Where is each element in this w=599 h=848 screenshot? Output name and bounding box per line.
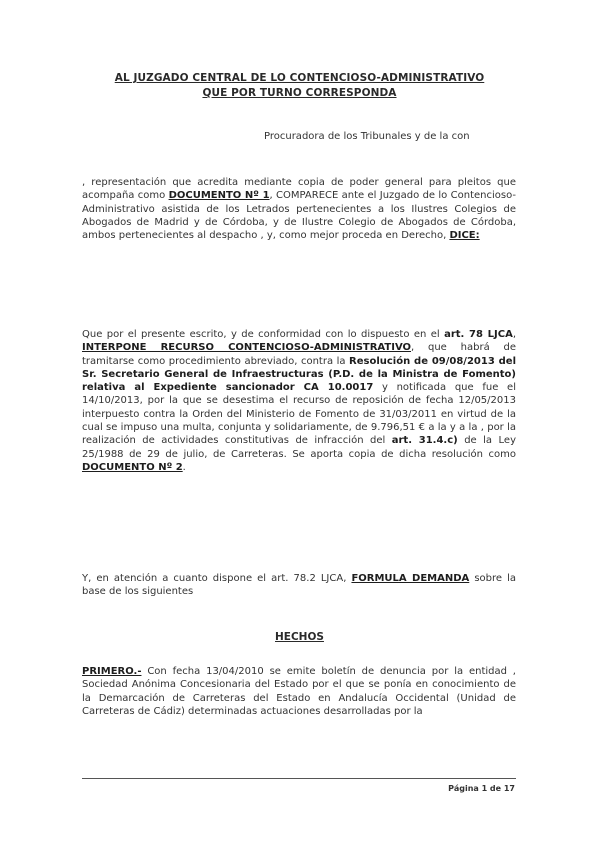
- primero-label: PRIMERO.-: [82, 666, 142, 677]
- resolucion-reference: Resolución de 09/08/2013 del Sr. Secretario General de Infraestructuras (P.D. de la Ministra de Fomento) relativa al Expediente sancionador CA 10.0017: [82, 355, 516, 394]
- paragraph-text: , que habrá de tramitarse como procedimiento abreviado, contra la: [82, 342, 516, 367]
- paragraph-text: Que por el presente escrito, y de conformidad con lo dispuesto en el: [82, 329, 445, 340]
- paragraph-text: .: [182, 461, 186, 473]
- formula-demanda: FORMULA DEMANDA: [351, 573, 470, 584]
- paragraph-formula-demanda: [82, 572, 516, 599]
- heading-line-2: QUE POR TURNO CORRESPONDA: [202, 87, 397, 99]
- paragraph-primero: [82, 665, 516, 718]
- paragraph-text: Y, en atención a cuanto dispone el art. 78.2 LJCA,: [82, 573, 352, 584]
- paragraph-text: , representación que acredita mediante copia de poder general para pleitos que acompaña como: [82, 177, 516, 202]
- paragraph-text: de la Ley 25/1988 de 29 de julio, de Carreteras. Se aporta copia de dicha resolución como: [82, 435, 516, 460]
- intro-paragraph: Procuradora de los Tribunales y de la con: [264, 131, 470, 142]
- interpone-recurso: INTERPONE RECURSO CONTENCIOSO-ADMINISTRATIVO: [82, 342, 412, 354]
- art-31-reference: art. 31.4.c): [391, 435, 458, 447]
- paragraph-interpone: [82, 328, 516, 474]
- paragraph-comparece: [82, 176, 516, 242]
- page-number: Página 1 de 17: [448, 784, 515, 793]
- hechos-heading: HECHOS: [275, 631, 324, 643]
- dice-label: DICE:: [449, 230, 480, 242]
- paragraph-text: , COMPARECE ante el Juzgado de lo Contencioso-Administrativo asistida de los Letrados pertenecientes a los Ilustres Colegios de Abogados de Madrid y de Córdoba, y de Ilustre Colegio de Abogados de Córdoba, ambos pertenecientes al despacho , y, como mejor proceda en Derecho,: [82, 190, 516, 242]
- paragraph-text: y notificada que fue el 14/10/2013, por la que se desestima el recurso de reposición de fecha 12/05/2013 interpuesto contra la Orden del Ministerio de Fomento de 31/03/2011 en virtud de la cual se impuso una multa, conjunta y solidariamente, de 9.796,51 € a la y a la , por la realización de actividades constitutivas de infracción del: [82, 382, 516, 447]
- footer-divider: [82, 778, 516, 779]
- art-78-reference: art. 78 LJCA: [444, 329, 513, 340]
- document-2-reference: DOCUMENTO Nº 2: [82, 461, 183, 473]
- document-1-reference: DOCUMENTO Nº 1: [168, 190, 270, 202]
- paragraph-text: Con fecha 13/04/2010 se emite boletín de denuncia por la entidad , Sociedad Anónima Concesionaria del Estado por el que se ponía en conocimiento de la Demarcación de Carreteras del Estado en Andalucía Occidental (Unidad de Carreteras de Cádiz) determinadas actuaciones desarrolladas por la: [82, 666, 516, 717]
- paragraph-text: ,: [512, 329, 516, 340]
- heading-line-1: AL JUZGADO CENTRAL DE LO CONTENCIOSO-ADMINISTRATIVO: [114, 72, 485, 84]
- paragraph-text: sobre la base de los siguientes: [82, 573, 517, 598]
